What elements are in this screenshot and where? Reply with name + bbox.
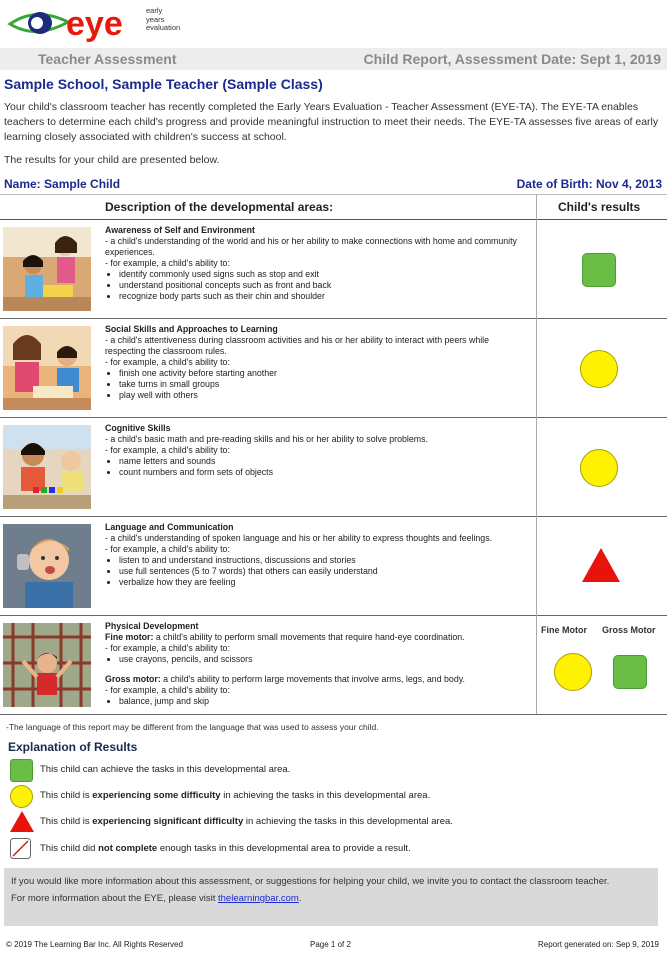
legend-item-not-complete: This child did not complete enough tasks in this developmental area to provide a result. bbox=[10, 838, 650, 862]
area-title: Physical Development bbox=[105, 621, 199, 631]
report-header-bar bbox=[0, 48, 667, 70]
red-triangle-icon bbox=[10, 811, 34, 832]
list-item: • balance, jump and skip bbox=[119, 696, 530, 707]
svg-text:eye: eye bbox=[66, 5, 123, 42]
child-climbing-photo bbox=[3, 623, 91, 707]
area-row-social bbox=[0, 318, 667, 418]
footer-page-number: Page 1 of 2 bbox=[310, 940, 351, 949]
child-dob: Date of Birth: Nov 4, 2013 bbox=[516, 177, 662, 191]
area-description: Awareness of Self and Environment - a child's understanding of the world and his or her ability to make connections with home and community experiences. - for example, a child's ability to: • identify commonly used signs such as stop and exit • understand positional concepts such as front and back • recognize body parts such as their chin and shoulder bbox=[105, 225, 530, 302]
area-row-physical bbox=[0, 615, 667, 715]
report-title: Sample School, Sample Teacher (Sample Class) bbox=[4, 76, 323, 92]
list-item: • use crayons, pencils, and scissors bbox=[119, 654, 530, 665]
fine-motor-label: Fine motor: bbox=[105, 632, 154, 642]
fine-motor-result-label: Fine Motor bbox=[541, 625, 587, 635]
desc-column-header: Description of the developmental areas: bbox=[105, 200, 334, 214]
footer-generated-date: Report generated on: Sep 9, 2019 bbox=[538, 940, 659, 949]
results-table-header bbox=[0, 194, 667, 220]
not-complete-icon bbox=[10, 838, 31, 859]
list-item: • understand positional concepts such as front and back bbox=[119, 280, 530, 291]
green-square-icon bbox=[10, 759, 33, 782]
result-yellow-circle-icon bbox=[580, 449, 618, 487]
child-name: Name: Sample Child bbox=[4, 177, 121, 191]
learningbar-link[interactable]: thelearningbar.com bbox=[218, 893, 299, 904]
list-item: • listen to and understand instructions, discussions and stories bbox=[119, 555, 530, 566]
area-title: Language and Communication bbox=[105, 522, 234, 532]
yellow-circle-icon bbox=[10, 785, 33, 808]
children-playing-photo bbox=[3, 227, 91, 311]
list-item: • take turns in small groups bbox=[119, 379, 530, 390]
list-item: • identify commonly used signs such as stop and exit bbox=[119, 269, 530, 280]
intro-results-line: The results for your child are presented below. bbox=[4, 154, 220, 166]
result-red-triangle-icon bbox=[582, 548, 620, 582]
area-description: Social Skills and Approaches to Learning - a child's attentiveness during classroom activities and his or her ability to interact with peers while respecting the classroom rules. - for example, a child's ability to: • finish one activity before starting another • take turns in small groups • play well with others bbox=[105, 324, 530, 401]
gross-motor-label: Gross motor: bbox=[105, 674, 161, 684]
area-title: Social Skills and Approaches to Learning bbox=[105, 324, 278, 334]
children-counting-photo bbox=[3, 425, 91, 509]
child-tin-can-phone-photo bbox=[3, 524, 91, 608]
area-description: Cognitive Skills - a child's basic math and pre-reading skills and his or her ability to solve problems. - for example, a child's ability to: • name letters and sounds • count numbers and form sets of objects bbox=[105, 423, 530, 478]
area-row-cognitive bbox=[0, 417, 667, 517]
list-item: • count numbers and form sets of objects bbox=[119, 467, 530, 478]
area-title: Cognitive Skills bbox=[105, 423, 171, 433]
legend-item-some-difficulty: This child is experiencing some difficulty in achieving the tasks in this developmental area. bbox=[10, 785, 650, 809]
result-green-square-icon bbox=[582, 253, 616, 287]
list-item: • finish one activity before starting another bbox=[119, 368, 530, 379]
gross-motor-green-square-icon bbox=[613, 655, 647, 689]
list-item: • recognize body parts such as their chin and shoulder bbox=[119, 291, 530, 302]
fine-motor-yellow-circle-icon bbox=[554, 653, 592, 691]
logo-subtitle: early years evaluation bbox=[146, 6, 181, 32]
legend-item-significant-difficulty: This child is experiencing significant difficulty in achieving the tasks in this developmental area. bbox=[10, 811, 650, 835]
results-column-header: Child's results bbox=[558, 200, 641, 214]
list-item: • use full sentences (5 to 7 words) that others can easily understand bbox=[119, 566, 530, 577]
area-row-awareness bbox=[0, 219, 667, 319]
header-report-date: Child Report, Assessment Date: Sept 1, 2019 bbox=[363, 51, 661, 67]
legend-item-achieved: This child can achieve the tasks in this developmental area. bbox=[10, 759, 650, 783]
intro-paragraph: Your child's classroom teacher has recently completed the Early Years Evaluation - Teacher Assessment (EYE-TA). The EYE-TA enables teachers to determine each child's progress and provide meaningful instruction to meet their needs. The EYE-TA assesses five areas of early learning closely associated with children's success at school. bbox=[4, 101, 659, 143]
children-crafting-photo bbox=[3, 326, 91, 410]
result-yellow-circle-icon bbox=[580, 350, 618, 388]
area-title: Awareness of Self and Environment bbox=[105, 225, 255, 235]
gross-motor-result-label: Gross Motor bbox=[602, 625, 656, 635]
area-description: Language and Communication - a child's understanding of spoken language and his or her ability to express thoughts and feelings. - for example, a child's ability to: • listen to and understand instructions, discussions and stories • use full sentences (5 to 7 words) that others can easily understand • verbalize how they are feeling bbox=[105, 522, 530, 588]
list-item: • name letters and sounds bbox=[119, 456, 530, 467]
header-assessment-type: Teacher Assessment bbox=[38, 51, 177, 67]
area-row-language bbox=[0, 516, 667, 616]
info-text: If you would like more information about this assessment, or suggestions for helping your child, we invite you to contact the classroom teacher. bbox=[11, 876, 610, 887]
more-info-box: If you would like more information about this assessment, or suggestions for helping your child, we invite you to contact the classroom teacher. For more information about the EYE, please visit thelearningbar.com. bbox=[4, 868, 658, 926]
footer-copyright: © 2019 The Learning Bar Inc. All Rights Reserved bbox=[6, 940, 183, 949]
language-note: -The language of this report may be different from the language that was used to assess your child. bbox=[6, 722, 379, 732]
list-item: • verbalize how they are feeling bbox=[119, 577, 530, 588]
explanation-title: Explanation of Results bbox=[8, 740, 138, 754]
area-description: Physical Development Fine motor: a child's ability to perform small movements that require hand-eye coordination. - for example, a child's ability to: • use crayons, pencils, and scissors Gross motor: a child's ability to perform large movements that involve arms, legs, and body. - for example, a child's ability to: • balance, jump and skip bbox=[105, 621, 530, 707]
list-item: • play well with others bbox=[119, 390, 530, 401]
